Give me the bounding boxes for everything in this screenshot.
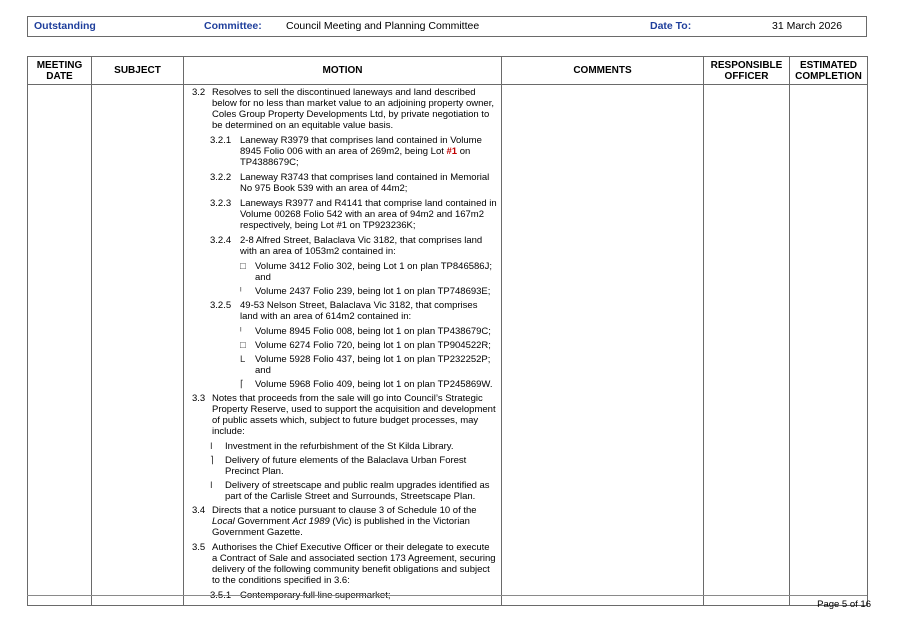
motion-item-3-2-5 [210, 300, 497, 322]
cell-subject [92, 85, 184, 606]
committee-value: Council Meeting and Planning Committee [286, 20, 480, 32]
motion-item-3-2-2 [210, 172, 497, 194]
date-to-label: Date To: [650, 20, 692, 32]
list-item: L Volume 5928 Folio 437, being lot 1 on plan TP232252P; and [240, 354, 491, 376]
item-number: 3.2.3 [210, 198, 232, 209]
item-number: 3.4 [192, 505, 206, 516]
col-meeting-date: MEETING DATE [28, 57, 92, 85]
bullet-icon: □ [240, 340, 246, 351]
cell-comments [502, 85, 704, 606]
cell-responsible-officer [704, 85, 790, 606]
item-text: Contemporary full line supermarket; [240, 590, 391, 601]
cell-motion [184, 85, 502, 606]
date-to-value: 31 March 2026 [772, 20, 843, 32]
bullet-icon: I [210, 441, 213, 452]
item-text: Authorises the Chief Executive Officer or their delegate to execute a Contract of Sale and associated section 173 Agreement, securing delivery of the following community benefit obligations and subject to the conditions specified in 3.6: [212, 542, 496, 586]
motion-item-3-5 [192, 542, 497, 586]
bullet-icon: ⌈ [240, 379, 244, 390]
bullet-icon: I [210, 480, 213, 491]
bullet-icon: □ [240, 261, 246, 272]
item-number: 3.5 [192, 542, 206, 553]
item-text: 49-53 Nelson Street, Balaclava Vic 3182, that comprises land with an area of 614m2 contained in: [240, 300, 478, 322]
col-estimated-completion: ESTIMATED COMPLETION [790, 57, 868, 85]
cell-meeting-date [28, 85, 92, 606]
table-row [28, 85, 868, 606]
item-number: 3.2 [192, 87, 206, 98]
list-item: ⌉ Delivery of future elements of the Balaclava Urban Forest Precinct Plan. [210, 455, 467, 477]
list-item: □ Volume 3412 Folio 302, being Lot 1 on plan TP846586J; and [240, 261, 492, 283]
list-item: ᴵ Volume 8945 Folio 008, being lot 1 on plan TP438679C; [240, 326, 491, 337]
motion-item-3-2 [192, 87, 497, 131]
col-subject: SUBJECT [92, 57, 184, 85]
item-text: Laneway R3979 that comprises land contained in Volume 8945 Folio 006 with an area of 269m2, being Lot #1 on TP4388679C; [240, 135, 482, 168]
bullet-icon: ᴵ [240, 326, 242, 337]
bullet-icon: ⌉ [210, 455, 214, 466]
actions-table [27, 56, 868, 606]
report-header [27, 16, 867, 37]
lot-highlight: #1 [446, 146, 458, 157]
item-text: Resolves to sell the discontinued laneways and land described below for no less than market value to an adjoining property owner, Coles Group Property Developments Ltd, by private negotiation to be determined on an equitable value basis. [212, 87, 494, 131]
motion-item-3-3 [192, 393, 497, 437]
motion-item-3-2-4 [210, 235, 497, 257]
table-header-row [28, 57, 868, 85]
motion-item-3-2-3 [210, 198, 497, 231]
list-item: □ Volume 6274 Folio 720, being lot 1 on plan TP904522R; [240, 340, 491, 351]
motion-item-3-2-1 [210, 135, 497, 168]
list-item: ⌈ Volume 5968 Folio 409, being lot 1 on plan TP245869W. [240, 379, 493, 390]
col-responsible-officer: RESPONSIBLE OFFICER [704, 57, 790, 85]
outstanding-label: Outstanding [34, 20, 96, 32]
item-number: 3.2.4 [210, 235, 232, 246]
bullet-icon: ᴵ [240, 286, 242, 297]
item-text: 2-8 Alfred Street, Balaclava Vic 3182, that comprises land with an area of 1053m2 contained in: [240, 235, 483, 257]
item-text: Laneways R3977 and R4141 that comprise land contained in Volume 00268 Folio 542 with an area of 94m2 and 167m2 respectively, being Lot #1 on TP923236K; [240, 198, 497, 231]
item-text: Notes that proceeds from the sale will go into Council’s Strategic Property Reserve, used to support the acquisition and development of public assets which, subject to future budget processes, may include: [212, 393, 496, 437]
item-number: 3.2.5 [210, 300, 232, 311]
item-text: Directs that a notice pursuant to clause 3 of Schedule 10 of the Local Government Act 1989 (Vic) is published in the Victorian Government Gazette. [212, 505, 477, 538]
item-number: 3.2.1 [210, 135, 232, 146]
motion-text [184, 85, 501, 601]
item-number: 3.5.1 [210, 590, 232, 601]
col-comments: COMMENTS [502, 57, 704, 85]
list-item: I Delivery of streetscape and public realm upgrades identified as part of the Carlisle Street and Surrounds, Streetscape Plan. [210, 480, 490, 502]
item-number: 3.3 [192, 393, 206, 404]
footer-divider [27, 595, 867, 596]
item-text: Laneway R3743 that comprises land contained in Memorial No 975 Book 539 with an area of 44m2; [240, 172, 490, 194]
cell-estimated-completion [790, 85, 868, 606]
col-motion: MOTION [184, 57, 502, 85]
list-item: I Investment in the refurbishment of the St Kilda Library. [210, 441, 454, 452]
bullet-icon: L [240, 354, 246, 365]
motion-item-3-4 [192, 505, 497, 538]
list-item: ᴵ Volume 2437 Folio 239, being lot 1 on plan TP748693E; [240, 286, 491, 297]
committee-label: Committee: [204, 20, 262, 32]
page-number: Page 5 of 16 [817, 599, 871, 610]
item-number: 3.2.2 [210, 172, 232, 183]
